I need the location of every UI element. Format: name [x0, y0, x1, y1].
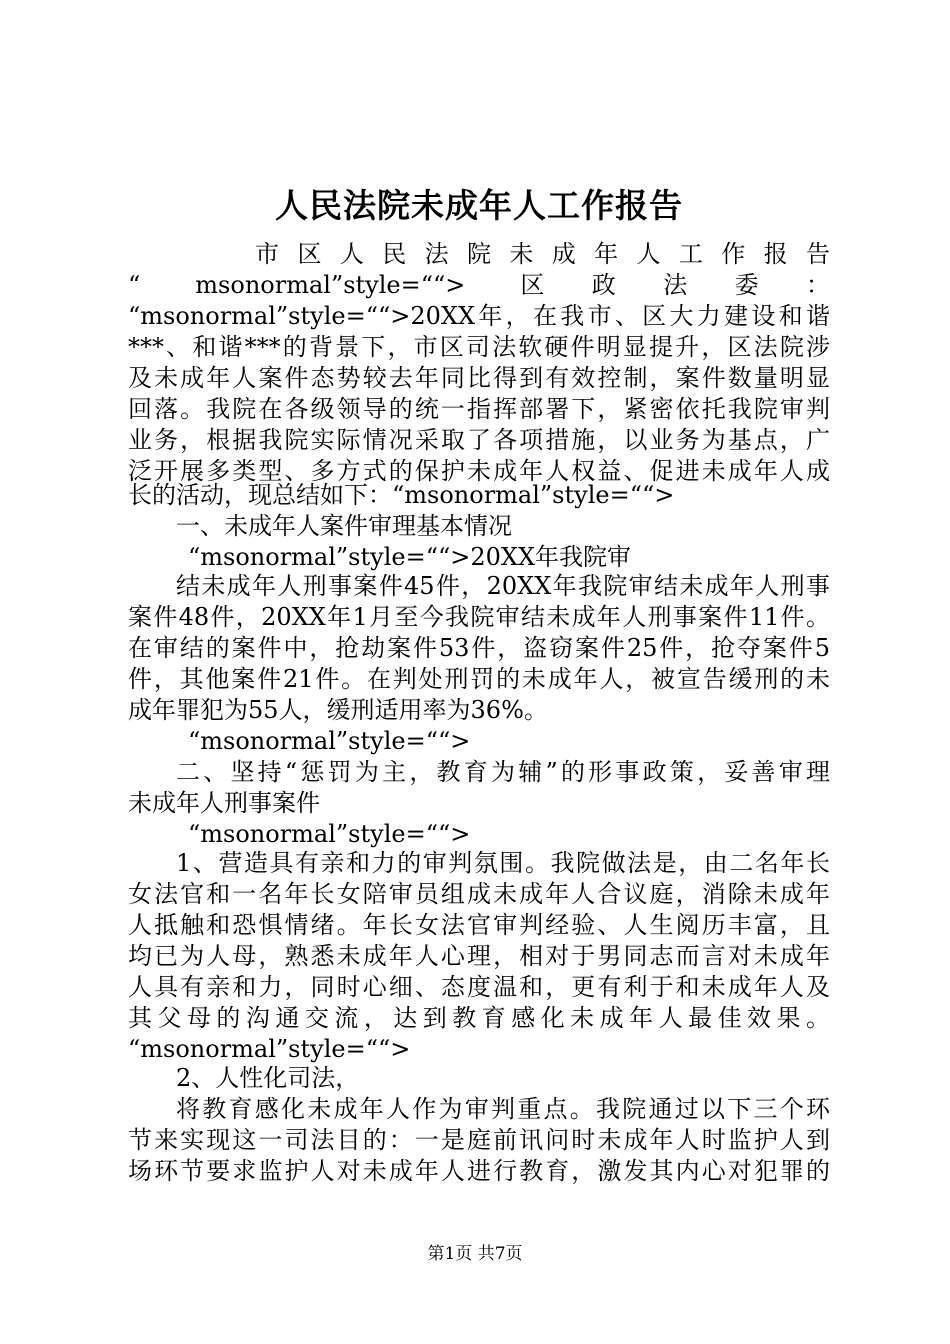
text-line: 场环节要求监护人对未成年人进行教育，激发其内心对犯罪的	[128, 1157, 830, 1185]
text-line: 女法官和一名年长女陪审员组成未成年人合议庭，消除未成年	[128, 880, 830, 908]
text-line: 在审结的案件中，抢劫案件53件，盗窃案件25件，抢夺案件5	[128, 634, 830, 662]
text-line: 其父母的沟通交流，达到教育感化未成年人最佳效果。	[128, 1004, 830, 1032]
text-line: “msonormal”style=““>	[188, 820, 471, 848]
text-line: 成年罪犯为55人，缓刑适用率为36%。	[128, 696, 548, 724]
text-line: “msonormal”style=““>	[188, 727, 471, 755]
text-line: 1、营造具有亲和力的审判氛围。我院做法是，由二名年长	[176, 849, 830, 877]
text-line: 2、人性化司法，	[176, 1064, 360, 1092]
text-line: 市区人民法院未成年人工作报告	[128, 240, 830, 268]
document-title: 人民法院未成年人工作报告	[275, 186, 683, 225]
text-line: “ msonormal”style=““> 区政法委：	[128, 271, 830, 299]
text-line: 案件48件，20XX年1月至今我院审结未成年人刑事案件11件。	[128, 603, 830, 631]
text-line: “msonormal”style=““>20XX年我院审	[188, 543, 632, 571]
section-heading: 未成年人刑事案件	[128, 789, 320, 817]
text-line: 将教育感化未成年人作为审判重点。我院通过以下三个环	[176, 1095, 830, 1123]
section-heading: 二、坚持“惩罚为主，教育为辅”的形事政策，妥善审理	[176, 758, 830, 786]
text-line: 人抵触和恐惧情绪。年长女法官审判经验、人生阅历丰富，且	[128, 911, 830, 939]
text-line: 长的活动，现总结如下：“msonormal”style=““>	[128, 481, 675, 509]
text-line: 结未成年人刑事案件45件，20XX年我院审结未成年人刑事	[176, 572, 830, 600]
text-line: 业务，根据我院实际情况采取了各项措施，以业务为基点，广	[128, 426, 830, 454]
text-line: “msonormal”style=““>20XX年，在我市、区大力建设和谐	[128, 302, 830, 330]
section-heading: 一、未成年人案件审理基本情况	[176, 512, 512, 540]
text-line: 回落。我院在各级领导的统一指挥部署下，紧密依托我院审判	[128, 395, 830, 423]
text-line: “msonormal”style=““>	[128, 1035, 411, 1063]
text-line: 及未成年人案件态势较去年同比得到有效控制，案件数量明显	[128, 364, 830, 392]
text-line: 节来实现这一司法目的：一是庭前讯问时未成年人时监护人到	[128, 1126, 830, 1154]
text-line: ***、和谐***的背景下，市区司法软硬件明显提升，区法院涉	[128, 333, 830, 361]
text-line: 件，其他案件21件。在判处刑罚的未成年人，被宣告缓刑的未	[128, 665, 830, 693]
text-line: 泛开展多类型、多方式的保护未成年人权益、促进未成年人成	[128, 457, 830, 485]
text-line: 人具有亲和力，同时心细、态度温和，更有利于和未成年人及	[128, 973, 830, 1001]
text-line: 均已为人母，熟悉未成年人心理，相对于男同志而言对未成年	[128, 942, 830, 970]
page-number: 第1页 共7页	[427, 1244, 523, 1264]
